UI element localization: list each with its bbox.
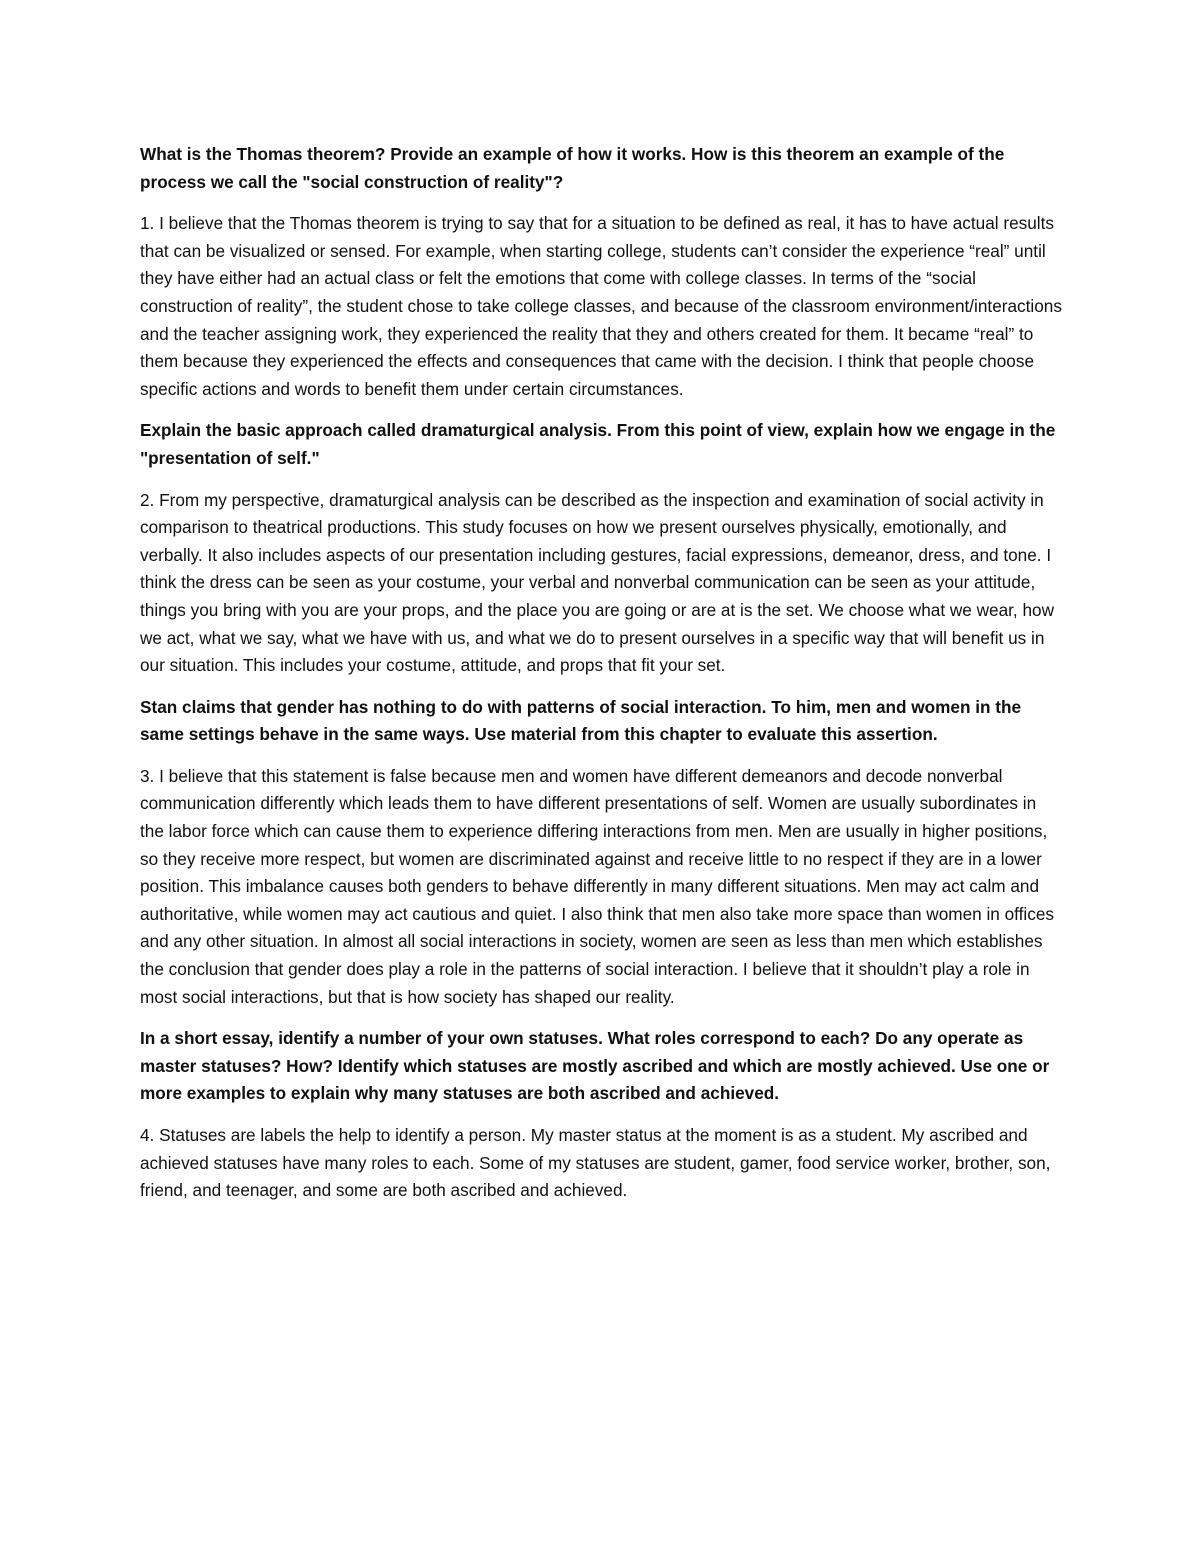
answer-2: 2. From my perspective, dramaturgical analysis can be described as the inspection and examination of social activity in comparison to theatrical productions. This study focuses on how we present ourselves physically, emotionally, and verbally. It also includes aspects of our presentation including gestures, facial expressions, demeanor, dress, and tone. I think the dress can be seen as your costume, your verbal and nonverbal communication can be seen as your attitude, things you bring with you are your props, and the place you are going or are at is the set. We choose what we wear, how we act, what we say, what we have with us, and what we do to present ourselves in a specific way that will benefit us in our situation. This includes your costume, attitude, and props that fit your set. [140, 489, 1055, 676]
answer-4: 4. Statuses are labels the help to identify a person. My master status at the moment is as a student. My ascribed and achieved statuses have many roles to each. Some of my statuses are student, gamer, food service worker, brother, son, friend, and teenager, and some are both ascribed and achieved. [140, 1125, 1051, 1201]
answer-1: 1. I believe that the Thomas theorem is trying to say that for a situation to be defined as real, it has to have actual results that can be visualized or sensed. For example, when starting college, students can’t consider the experience “real” until they have either had an actual class or felt the emotions that come with college classes. In terms of the “social construction of reality”, the student chose to take college classes, and because of the classroom environment/interactions and the teacher assigning work, they experienced the reality that they and others created for them. It became “real” to them because they experienced the effects and consequences that came with the decision. I think that people choose specific actions and words to benefit them under certain circumstances. [140, 213, 1062, 399]
question-1: What is the Thomas theorem? Provide an example of how it works. How is this theorem an example of the process we call the "social construction of reality"? [140, 144, 1005, 192]
question-3: Stan claims that gender has nothing to do with patterns of social interaction. To him, men and women in the same settings behave in the same ways. Use material from this chapter to evaluate this assertion. [140, 696, 1022, 745]
question-4: In a short essay, identify a number of your own statuses. What roles correspond to each? Do any operate as master statuses? How? Identify which statuses are mostly ascribed and which are mostly achieved. Use one or more examples to explain why many statuses are both ascribed and achieved. [140, 1028, 1050, 1104]
answer-3: 3. I believe that this statement is false because men and women have different demeanors and decode nonverbal communication differently which leads them to have different presentations of self. Women are usually subordinates in the labor force which can cause them to experience differing interactions from men. Men are usually in higher positions, so they receive more respect, but women are discriminated against and receive little to no respect if they are in a lower position. This imbalance causes both genders to behave differently in many different situations. Men may act calm and authoritative, while women may act cautious and quiet. I also think that men also take more space than women in offices and any other situation. In almost all social interactions in society, women are seen as less than men which establishes the conclusion that gender does play a role in the patterns of social interaction. I believe that it shouldn’t play a role in most social interactions, but that is how society has shaped our reality. [140, 765, 1054, 1007]
question-2: Explain the basic approach called dramaturgical analysis. From this point of view, explain how we engage in the "presentation of self." [140, 420, 1056, 468]
document-body [140, 141, 1064, 1219]
